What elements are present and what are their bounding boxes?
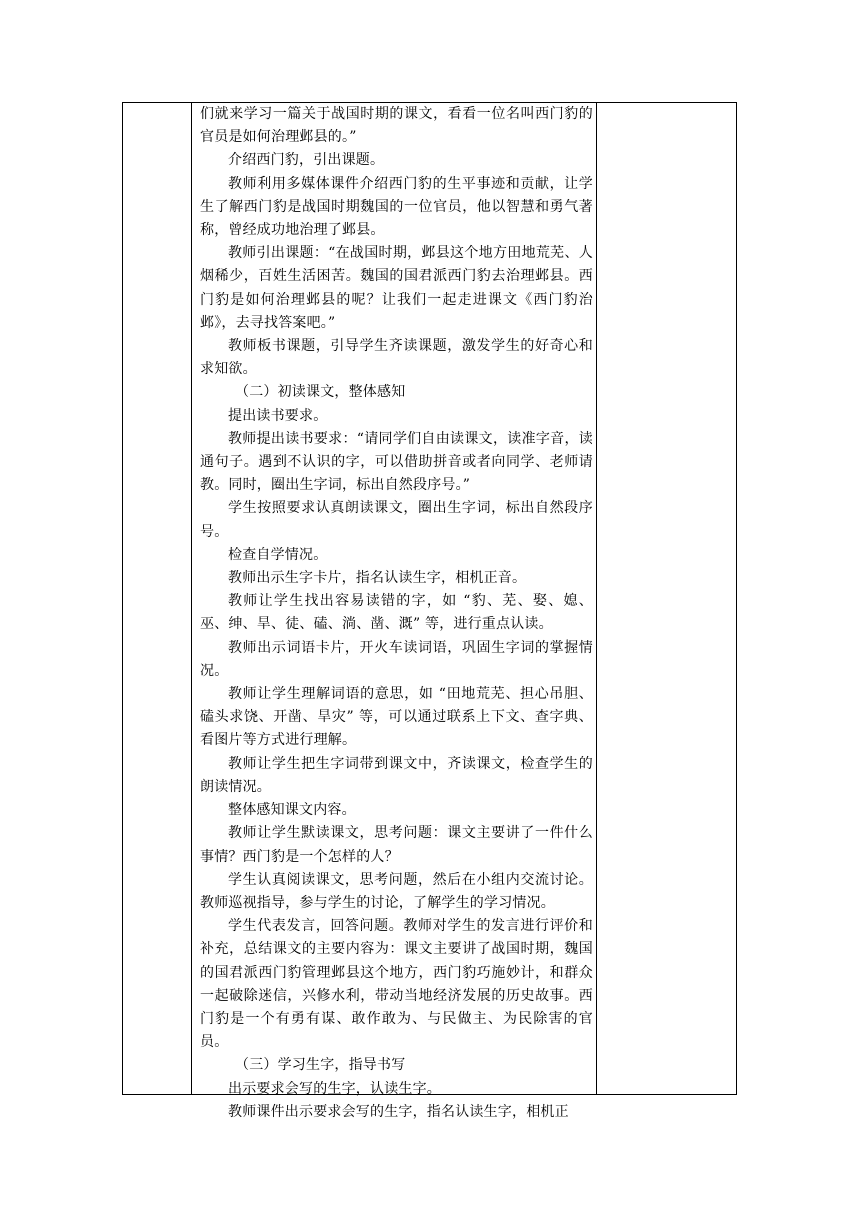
paragraph: 们就来学习一篇关于战国时期的课文，看看一位名叫西门豹的官员是如何治理邺县的。” xyxy=(200,106,593,146)
left-column-cell xyxy=(123,103,192,1094)
paragraph: 教师课件出示要求会写的生字，指名认读生字，相机正 xyxy=(228,1103,569,1120)
paragraph: 整体感知课文内容。 xyxy=(228,802,356,819)
paragraph: 学生认真阅读课文，思考问题，然后在小组内交流讨论。教师巡视指导，参与学生的讨论，了解学生的学习情况。 xyxy=(200,871,593,911)
paragraph: 介绍西门豹，引出课题。 xyxy=(228,152,385,169)
paragraph: 教师提出读书要求：“请同学们自由读课文，读准字音，读通句子。遇到不认识的字，可以借助拼音或者向同学、老师请教。同时，圈出生字词，标出自然段序号。” xyxy=(200,430,593,494)
paragraph: 学生代表发言，回答问题。教师对学生的发言进行评价和补充，总结课文的主要内容为：课文主要讲了战国时期，魏国的国君派西门豹管理邺县这个地方，西门豹巧施妙计，和群众一起破除迷信，兴修水利，带动当地经济发展的历史故事。西门豹是一个有勇有谋、敢作敢为、与民做主、为民除害的官员。 xyxy=(200,918,593,1051)
lesson-text xyxy=(200,103,593,1124)
teaching-process-cell xyxy=(192,103,598,1120)
paragraph: 教师让学生把生字词带到课文中，齐读课文，检查学生的朗读情况。 xyxy=(200,755,593,795)
section-heading: （二）初读课文，整体感知 xyxy=(235,384,406,401)
paragraph: 出示要求会写的生字，认读生字。 xyxy=(228,1080,441,1097)
paragraph: 学生按照要求认真朗读课文，圈出生字词，标出自然段序号。 xyxy=(200,500,593,540)
paragraph: 教师让学生理解词语的意思，如 “田地荒芜、担心吊胆、磕头求饶、开凿、旱灾” 等，可以通过联系上下文、查字典、看图片等方式进行理解。 xyxy=(200,686,593,749)
paragraph: 检查自学情况。 xyxy=(228,546,328,563)
paragraph: 教师让学生找出容易读错的字，如 “豹、芜、娶、媳、巫、绅、旱、徒、磕、淌、凿、溉” 等，进行重点认读。 xyxy=(200,593,593,633)
paragraph: 教师让学生默读课文，思考问题：课文主要讲了一件什么事情？西门豹是一个怎样的人？ xyxy=(200,825,593,865)
paragraph: 教师利用多媒体课件介绍西门豹的生平事迹和贡献，让学生了解西门豹是战国时期魏国的一位官员，他以智慧和勇气著称，曾经成功地治理了邺县。 xyxy=(200,175,593,239)
paragraph: 提出读书要求。 xyxy=(228,407,328,424)
paragraph: 教师出示词语卡片，开火车读词语，巩固生字词的掌握情况。 xyxy=(200,639,593,679)
paragraph: 教师出示生字卡片，指名认读生字，相机正音。 xyxy=(228,570,527,587)
paragraph: 教师板书课题，引导学生齐读课题，激发学生的好奇心和求知欲。 xyxy=(200,338,593,378)
lesson-plan-table xyxy=(122,102,737,1120)
paragraph: 教师引出课题：“在战国时期，邺县这个地方田地荒芜、人烟稀少，百姓生活困苦。魏国的国君派西门豹去治理邺县。西门豹是如何治理邺县的呢？让我们一起走进课文《西门豹治邺》，去寻找答案吧。” xyxy=(200,245,593,331)
section-heading: （三）学习生字，指导书写 xyxy=(235,1057,406,1074)
right-column-cell xyxy=(596,103,736,1094)
